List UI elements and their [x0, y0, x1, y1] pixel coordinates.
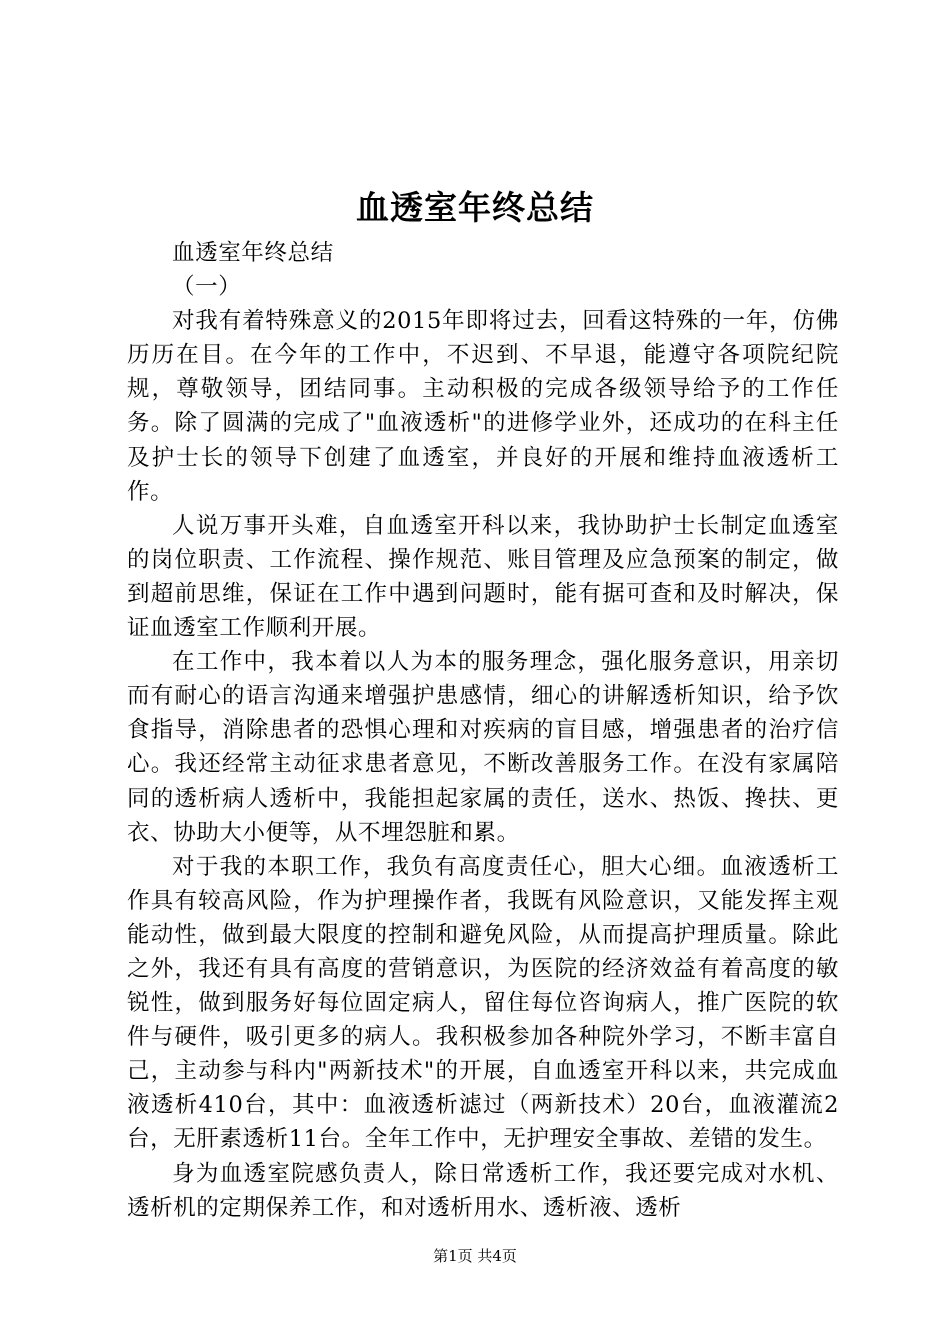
page-footer: 第1页 共4页	[433, 1247, 517, 1265]
paragraph: 在工作中，我本着以人为本的服务理念，强化服务意识，用亲切而有耐心的语言沟通来增强护患感情，细心的讲解透析知识，给予饮食指导，消除患者的恐惧心理和对疾病的盲目感，增强患者的治疗信心。我还经常主动征求患者意见，不断改善服务工作。在没有家属陪同的透析病人透析中，我能担起家属的责任，送水、热饭、搀扶、更衣、协助大小便等，从不埋怨脏和累。	[127, 649, 839, 846]
paragraph: 人说万事开头难，自血透室开科以来，我协助护士长制定血透室的岗位职责、工作流程、操作规范、账目管理及应急预案的制定，做到超前思维，保证在工作中遇到问题时，能有据可查和及时解决，保证血透室工作顺利开展。	[127, 512, 839, 642]
paragraph: 身为血透室院感负责人，除日常透析工作，我还要完成对水机、透析机的定期保养工作，和对透析用水、透析液、透析	[127, 1160, 839, 1221]
paragraph: 对我有着特殊意义的2015年即将过去，回看这特殊的一年，仿佛历历在目。在今年的工作中，不迟到、不早退，能遵守各项院纪院规，尊敬领导，团结同事。主动积极的完成各级领导给予的工作任务。除了圆满的完成了"血液透析"的进修学业外，还成功的在科主任及护士长的领导下创建了血透室，并良好的开展和维持血液透析工作。	[127, 308, 839, 505]
section-marker: （一）	[172, 274, 242, 301]
document-body	[127, 236, 839, 1225]
subtitle-line: 血透室年终总结	[172, 240, 334, 266]
paragraph: 对于我的本职工作，我负有高度责任心，胆大心细。血液透析工作具有较高风险，作为护理操作者，我既有风险意识，又能发挥主观能动性，做到最大限度的控制和避免风险，从而提高护理质量。除此之外，我还有具有高度的营销意识，为医院的经济效益有着高度的敏锐性，做到服务好每位固定病人，留住每位咨询病人，推广医院的软件与硬件，吸引更多的病人。我积极参加各种院外学习，不断丰富自己，主动参与科内"两新技术"的开展，自血透室开科以来，共完成血液透析410台，其中：血液透析滤过（两新技术）20台，血液灌流2台，无肝素透析11台。全年工作中，无护理安全事故、差错的发生。	[127, 853, 839, 1153]
document-title: 血透室年终总结	[356, 188, 594, 227]
